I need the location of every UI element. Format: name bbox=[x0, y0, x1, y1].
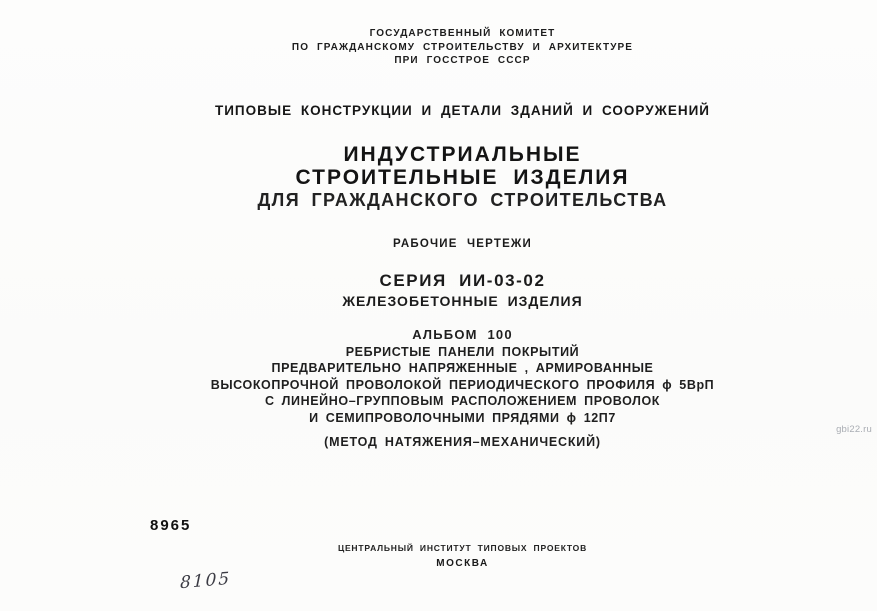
org-header-line-2: ПО ГРАЖДАНСКОМУ СТРОИТЕЛЬСТВУ И АРХИТЕКТУРЕ bbox=[291, 41, 634, 53]
album-line-3: ПРЕДВАРИТЕЛЬНО НАПРЯЖЕННЫЕ , АРМИРОВАННЫЕ bbox=[271, 361, 654, 375]
main-title-line-3: ДЛЯ ГРАЖДАНСКОГО СТРОИТЕЛЬСТВА bbox=[257, 190, 668, 210]
album-line-5: С ЛИНЕЙНО–ГРУППОВЫМ РАСПОЛОЖЕНИЕМ ПРОВОЛОК bbox=[264, 394, 661, 408]
publisher-name: ЦЕНТРАЛЬНЫЙ ИНСТИТУТ ТИПОВЫХ ПРОЕКТОВ bbox=[337, 543, 588, 553]
main-title-line-2: СТРОИТЕЛЬНЫЕ ИЗДЕЛИЯ bbox=[295, 166, 630, 189]
organization-header bbox=[48, 27, 877, 68]
work-drawings-label: РАБОЧИЕ ЧЕРТЕЖИ bbox=[392, 238, 532, 250]
org-header-line-1: ГОСУДАРСТВЕННЫЙ КОМИТЕТ bbox=[369, 28, 556, 39]
main-title bbox=[48, 143, 877, 212]
org-header-line-3: ПРИ ГОССТРОЕ СССР bbox=[394, 55, 531, 66]
series-number: СЕРИЯ ИИ-03-02 bbox=[379, 271, 546, 290]
album-line-4: ВЫСОКОПРОЧНОЙ ПРОВОЛОКОЙ ПЕРИОДИЧЕСКОГО ПРОФИЛЯ ϕ 5ВрП bbox=[210, 377, 715, 392]
publisher-block bbox=[48, 541, 877, 571]
order-number: 8965 bbox=[150, 517, 192, 534]
album-line-6: И СЕМИПРОВОЛОЧНЫМИ ПРЯДЯМИ ϕ 12П7 bbox=[309, 410, 616, 425]
series-banner: ТИПОВЫЕ КОНСТРУКЦИИ И ДЕТАЛИ ЗДАНИЙ И СООРУЖЕНИЙ bbox=[214, 103, 710, 118]
site-watermark: gbi22.ru bbox=[836, 424, 872, 435]
series-block bbox=[48, 271, 877, 311]
album-block bbox=[48, 327, 877, 426]
series-subject: ЖЕЛЕЗОБЕТОННЫЕ ИЗДЕЛИЯ bbox=[342, 293, 583, 309]
album-number: АЛЬБОМ 100 bbox=[412, 327, 513, 342]
publisher-city: МОСКВА bbox=[436, 558, 489, 569]
tensioning-method-line: (МЕТОД НАТЯЖЕНИЯ–МЕХАНИЧЕСКИЙ) bbox=[324, 435, 601, 449]
album-line-2: РЕБРИСТЫЕ ПАНЕЛИ ПОКРЫТИЙ bbox=[345, 344, 580, 359]
handwritten-inventory-number: 8105 bbox=[179, 568, 232, 594]
main-title-line-1: ИНДУСТРИАЛЬНЫЕ bbox=[343, 143, 582, 166]
